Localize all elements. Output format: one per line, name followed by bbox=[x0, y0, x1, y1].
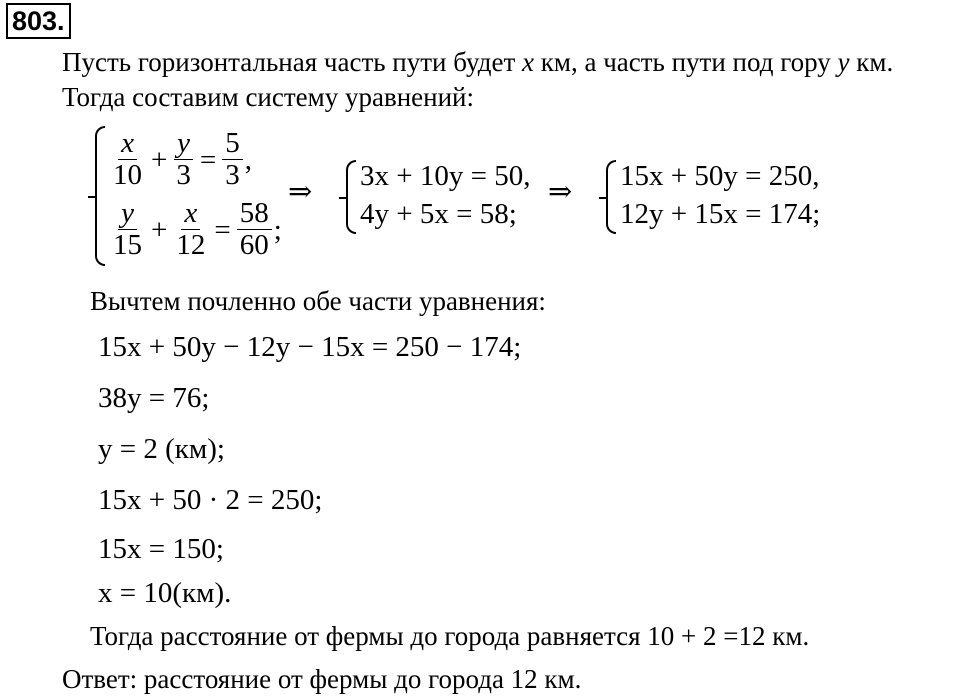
step-3: y = 2 (км); bbox=[98, 433, 225, 465]
step-5: 15x = 150; bbox=[98, 533, 224, 565]
step-2: 38y = 76; bbox=[98, 382, 210, 414]
system3-eq2: 12y + 15x = 174; bbox=[620, 198, 821, 230]
intro-line-1 bbox=[62, 46, 893, 78]
conclusion-text: Тогда расстояние от фермы до города равняется 10 + 2 =12 км. bbox=[90, 621, 810, 651]
implies-arrow-1: ⇒ bbox=[288, 176, 313, 208]
implies-arrow-2: ⇒ bbox=[548, 176, 573, 208]
subtract-instruction: Вычтем почленно обе части уравнения: bbox=[90, 286, 546, 316]
step-4: 15x + 50 · 2 = 250; bbox=[98, 484, 323, 516]
system2-eq1: 3x + 10y = 50, bbox=[360, 160, 531, 192]
system1-brace bbox=[95, 126, 105, 266]
system3-eq1: 15x + 50y = 250, bbox=[620, 160, 820, 192]
step-1: 15x + 50y − 12y − 15x = 250 − 174; bbox=[98, 331, 522, 363]
problem-number: 803. bbox=[6, 3, 71, 39]
intro-line-2: Тогда составим систему уравнений: bbox=[62, 82, 475, 112]
step-6: x = 10(км). bbox=[98, 577, 232, 609]
answer-text: Ответ: расстояние от фермы до города 12 км. bbox=[62, 664, 582, 694]
system2-brace bbox=[346, 160, 356, 234]
variable-y: y bbox=[837, 47, 850, 77]
intro-text-c: км. bbox=[856, 47, 894, 77]
intro-text-b: км, а часть пути под гору bbox=[540, 47, 831, 77]
system1-eq1: $\frac{x}{10}$ + $\frac{y}{3}$ = $\frac{5}{3}$ , bbox=[113, 127, 252, 191]
system3-brace bbox=[606, 160, 616, 234]
system2-eq2: 4y + 5x = 58; bbox=[360, 198, 517, 230]
system1-eq2: $\frac{y}{15}$ + $\frac{x}{12}$ = $\frac{58}{60}$ ; bbox=[113, 197, 282, 261]
variable-x: x bbox=[522, 47, 535, 77]
intro-text-a: Пусть горизонтальная часть пути будет bbox=[62, 47, 516, 77]
